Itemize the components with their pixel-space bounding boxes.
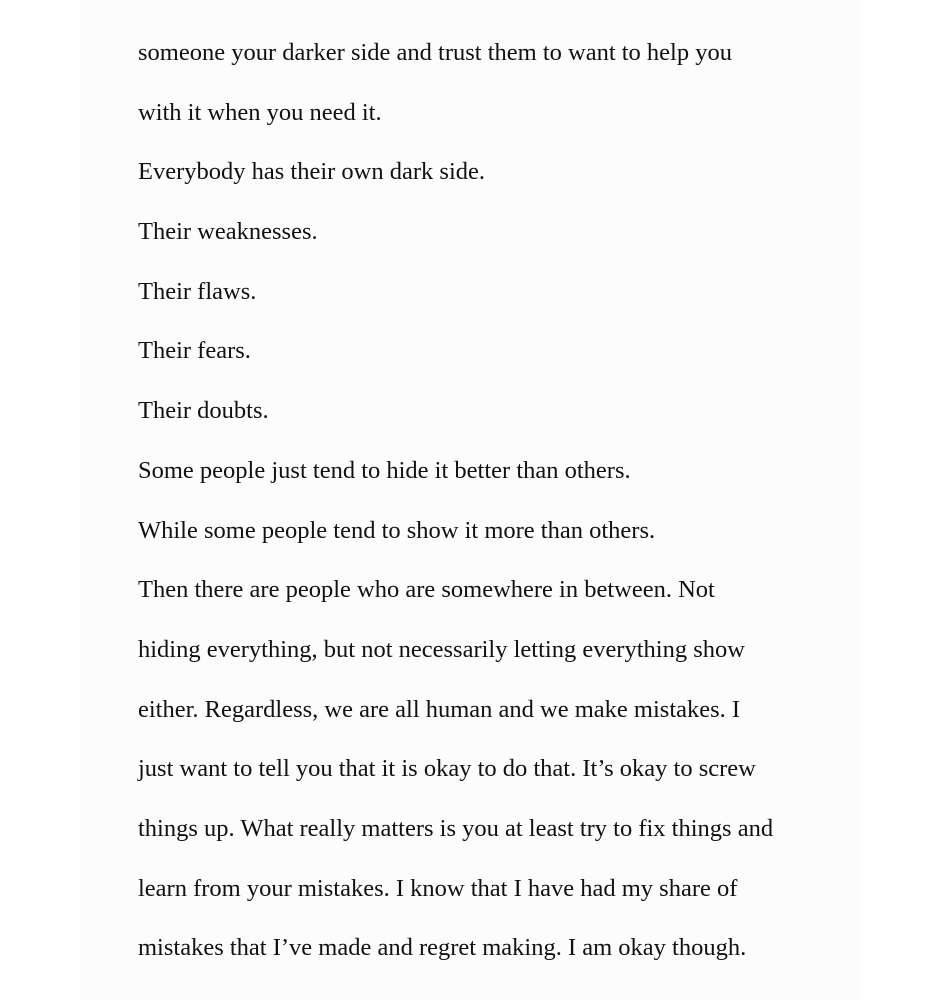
text-line: Everybody has their own dark side.	[138, 158, 485, 186]
text-line: Their doubts.	[138, 397, 269, 425]
text-line: either. Regardless, we are all human and we make mistakes. I	[138, 695, 741, 723]
text-line: Some people just tend to hide it better than others.	[138, 456, 631, 484]
text-line: Their fears.	[138, 337, 251, 365]
text-line: someone your darker side and trust them to want to help you	[138, 39, 732, 66]
text-line: While some people tend to show it more than others.	[138, 516, 656, 544]
text-line: Their weaknesses.	[138, 218, 318, 246]
text-line: Then there are people who are somewhere in between. Not	[138, 576, 715, 604]
text-line: with it when you need it.	[138, 98, 382, 126]
text-line: mistakes that I’ve made and regret making. I am okay though.	[138, 934, 747, 962]
text-line: hiding everything, but not necessarily letting everything show	[138, 635, 745, 663]
document-body	[138, 33, 838, 988]
text-line: Their flaws.	[138, 277, 257, 305]
text-line: things up. What really matters is you at least try to fix things and	[138, 814, 774, 842]
text-line: learn from your mistakes. I know that I have had my share of	[138, 874, 738, 902]
text-line: just want to tell you that it is okay to do that. It’s okay to screw	[138, 755, 756, 783]
